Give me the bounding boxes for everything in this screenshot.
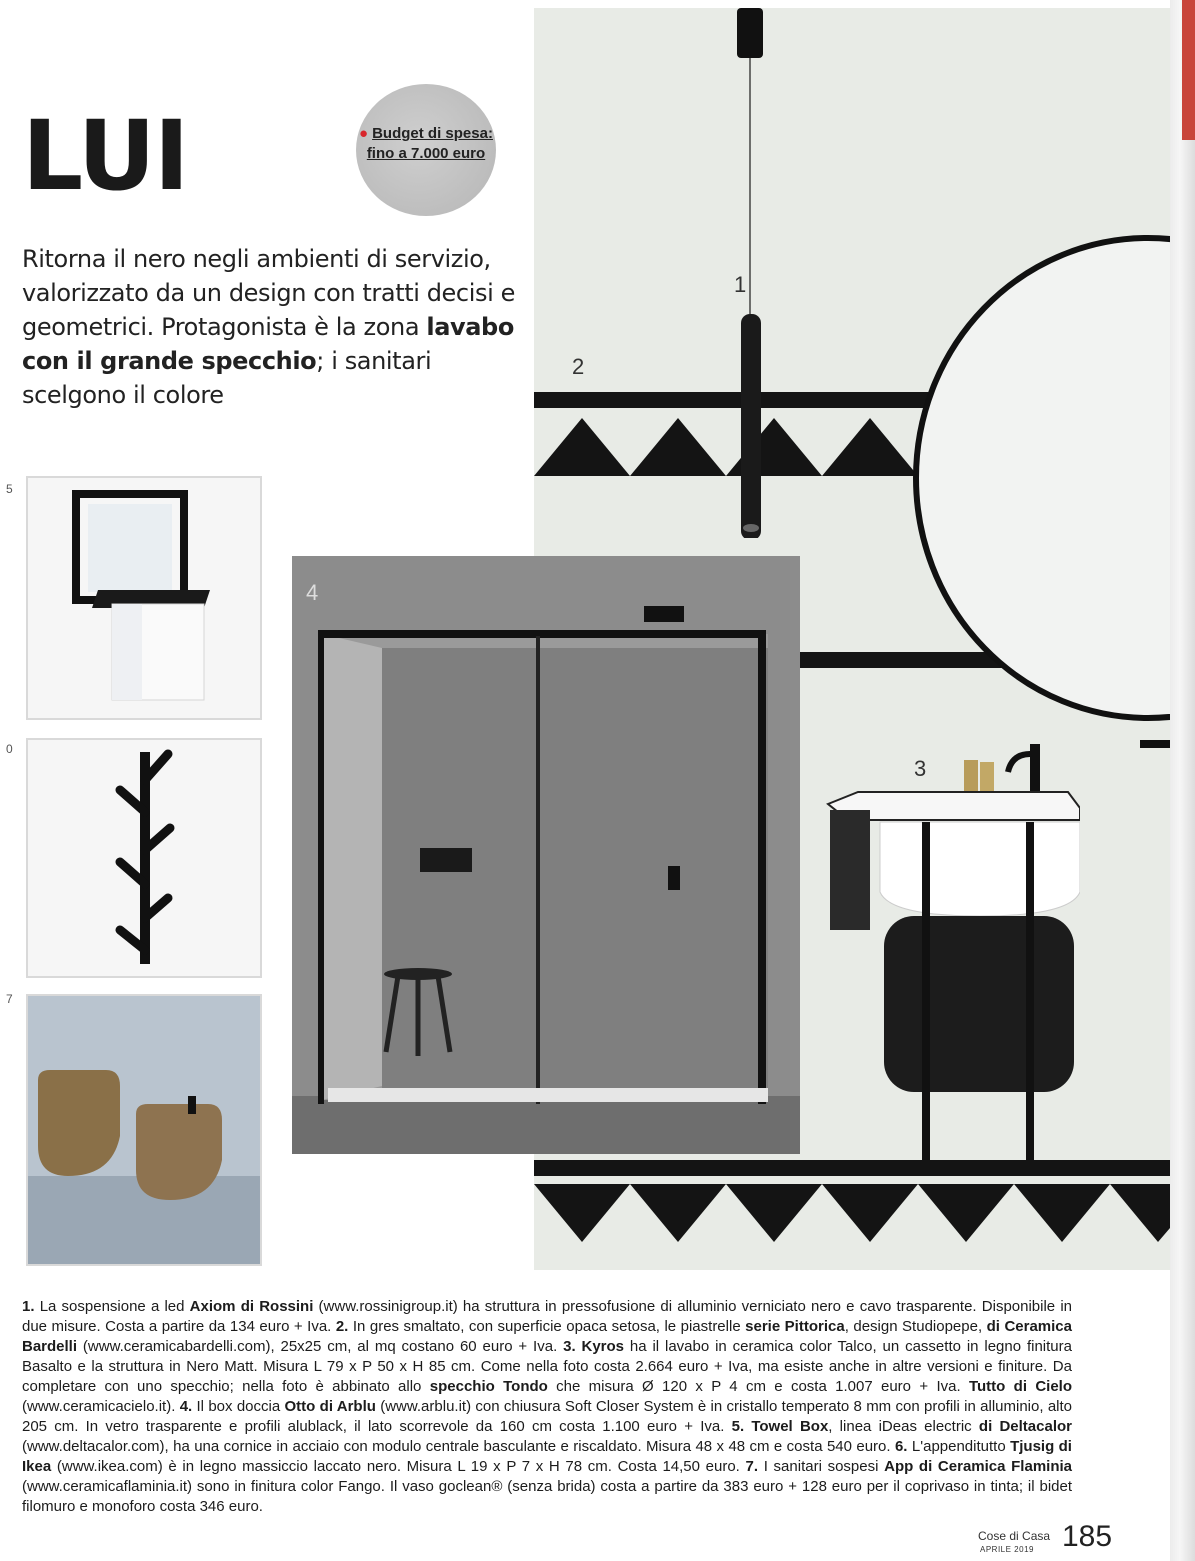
label-1: 1 [734,272,747,297]
page-title: LUI [22,100,188,212]
caption-run: ha il lavabo in ceramica color Talco, un cassetto in legno finitura Basalto e la struttura in Nero Matt. Misura L 79 x P 50 x H 85 cm. Come nella foto costa 2.664 euro + Iva, ma esiste anche in altre versioni e finiture. Da completare con uno specchio; nella foto è abbinato allo [22,1338,1072,1395]
budget-badge [356,84,496,216]
shower-box-photo [292,556,800,1154]
tjusig-hanger-photo [26,738,262,978]
product-caption [22,1297,1072,1517]
page-number: 185 [1062,1520,1113,1553]
caption-run: 6. [894,1438,908,1455]
caption-run: I sanitari sospesi [758,1458,885,1475]
margin-mark-2: 0 [6,742,13,756]
footer-magazine: Cose di Casa [978,1529,1051,1543]
caption-run: di Ceramica Bardelli [22,1318,1072,1355]
margin-mark-1: 5 [6,482,13,496]
caption-run: (www.ceramicacielo.it). [22,1398,180,1415]
caption-run: specchio Tondo [429,1378,548,1395]
budget-text [356,124,496,164]
page-edge [1170,0,1195,1561]
caption-run: 2. [335,1318,353,1335]
caption-run: Axiom di Rossini [189,1298,314,1315]
caption-run: 4. [179,1398,193,1415]
budget-line-2: fino a 7.000 euro [366,145,486,162]
caption-run: (www.deltacalor.com), ha una cornice in acciaio con modulo centrale basculante e riscaldato. Misura 48 x 48 cm e costa 540 euro. [22,1438,895,1455]
caption-run: , design Studiopepe, [844,1318,987,1335]
caption-run: 5. Towel Box [731,1418,829,1435]
caption-run: Il box doccia [192,1398,285,1415]
caption-run: 7. [745,1458,759,1475]
tile-bar-bottom [534,1160,1170,1176]
washbasin-image [818,740,1080,1160]
round-mirror-image [898,230,1170,726]
label-4: 4 [306,580,319,605]
tjusig-hanger-image [28,740,260,976]
sanitari-photo [26,994,262,1266]
caption-run: (www.ceramicaflaminia.it) sono in finitura color Fango. Il vaso goclean® (senza brida) costa a partire da 383 euro + 128 euro per il coprivaso in tinta; il bidet filomuro e monoforo costa 346 euro. [22,1478,1072,1515]
caption-run: 3. Kyros [563,1338,625,1355]
sanitari-image [28,996,260,1264]
caption-run: (www.arblu.it) con chiusura Soft Closer System è in cristallo temperato 8 mm con profili in alluminio, alto 205 cm. In vetro trasparente e profili alublack, il lato scorrevole da 160 cm costa 1.100 euro + Iva. [22,1398,1073,1435]
caption-run: che misura Ø 120 x P 4 cm e costa 1.007 euro + Iva. [547,1378,969,1395]
caption-run: In gres smaltato, con superficie opaca setosa, le piastrelle [352,1318,746,1335]
caption-run: Otto di Arblu [284,1398,376,1415]
footer-date: APRILE 2019 [980,1545,1034,1554]
caption-run: 1. [22,1298,40,1315]
shelf-fragment [1140,740,1170,748]
label-3: 3 [914,756,927,781]
page-edge-tab [1182,0,1195,140]
lead-paragraph [22,242,522,412]
towel-box-image [28,478,260,718]
towel-box-photo [26,476,262,720]
caption-run: La sospensione a led [39,1298,190,1315]
caption-run: di Deltacalor [978,1418,1072,1435]
caption-run: Tjusig di Ikea [22,1438,1072,1475]
caption-run: App di Ceramica Flaminia [884,1458,1072,1475]
bullet-icon: ● [359,125,369,142]
lead-part-1: Ritorna il nero negli ambienti di servizio, valorizzato da un design con tratti decisi e geometrici. Protagonista è la zona [22,245,515,341]
caption-run: (www.ikea.com) è in legno massiccio laccato nero. Misura L 19 x P 7 x H 78 cm. Costa 14,50 euro. [51,1458,746,1475]
caption-run: serie Pittorica [745,1318,845,1335]
caption-run: (www.ceramicabardelli.com), 25x25 cm, al mq costano 60 euro + Iva. [77,1338,564,1355]
caption-run: (www.rossinigroup.it) ha struttura in pressofusione di alluminio verniciato nero e cavo trasparente. Disponibile in due misure. Costa a partire da 134 euro + Iva. [22,1298,1072,1335]
lead-part-2: ; i sanitari scelgono il colore [22,347,432,409]
margin-mark-3: 7 [6,992,13,1006]
caption-run: Tutto di Cielo [968,1378,1073,1395]
budget-line-1: Budget di spesa: [372,125,493,142]
caption-run: , linea iDeas electric [828,1418,979,1435]
lead-bold: lavabo con il grande specchio [22,313,514,375]
label-2: 2 [572,354,585,379]
tile-triangles-lower [534,1184,1170,1242]
caption-run: L'appenditutto [907,1438,1011,1455]
